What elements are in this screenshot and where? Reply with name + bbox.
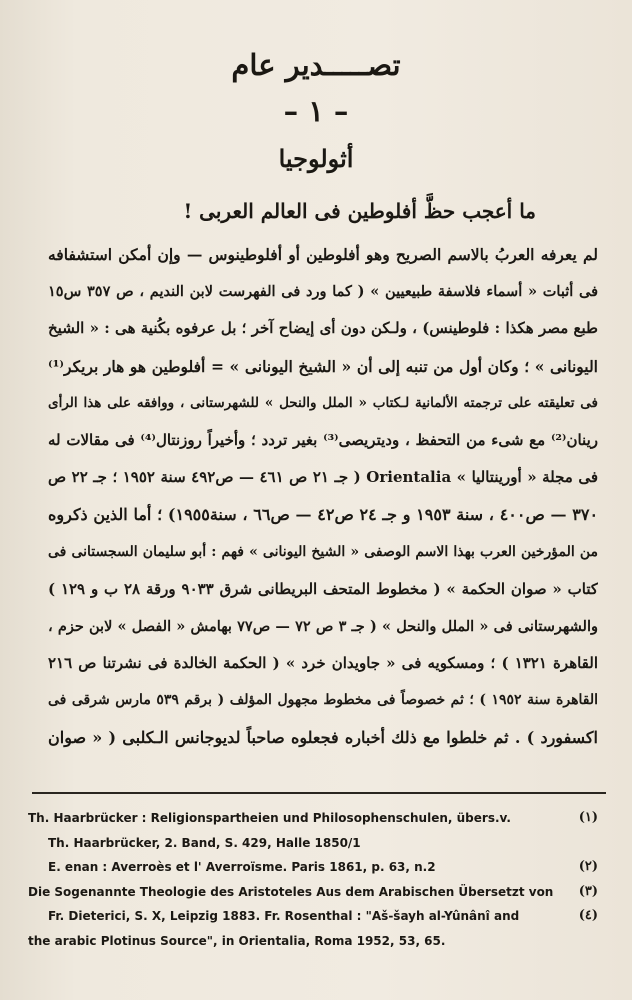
footnote-number: (٤) [578, 908, 598, 924]
footnote-text: Th. Haarbrücker : Religionspartheien und Philosophenschulen, übers.v. [28, 811, 511, 825]
footnote-line [28, 806, 598, 831]
footnote-line [28, 855, 598, 880]
body-line: القاهرة سنة ١٩٥٢ ) ؛ ثم خصوصاً فى مخطوط مجهول المؤلف ( برقم ٥٣٩ مارس شرقى فى [48, 692, 598, 709]
body-line: فى أثبات « أسماء فلاسفة طبيعيين » ( كما ورد فى الفهرست لابن النديم ، ص ٣٥٧ س١٥ [48, 283, 598, 301]
body-line: رينان⁽²⁾ مع شىء من التحفظ ، وديتريصى⁽³⁾ بغير تردد ؛ وأخيراً روزنتال⁽⁴⁾ فى مقالات له [48, 430, 598, 449]
footnote-line [28, 831, 598, 856]
body-line: اليونانى » ؛ وكان أول من تنبه إلى أن « الشيخ اليونانى » = أفلوطين هو هار بريكر⁽¹⁾ [48, 356, 598, 376]
section-subtitle: أثولوجيا [278, 144, 354, 173]
body-line: لم يعرفه العربُ بالاسم الصريح وهو أفلوطين أو أفلوطينوس — وإن أمكن استشفافه [48, 245, 598, 264]
body-line: القاهرة ١٣٢١ ) ؛ ومسكويه فى « جاويدان خرد » ( الحكمة الخالدة فى نشرتنا ص ٢١٦ [48, 654, 598, 673]
footnote-number: (٢) [578, 859, 598, 875]
page-title: تصـــــدير عام [231, 48, 401, 82]
body-line: كتاب « صوان الحكمة » ( مخطوط المتحف البريطانى شرق ٩٠٣٣ ورقة ٢٨ ب و ١٢٩ ) [48, 579, 598, 598]
footnote-line [28, 904, 598, 929]
section-number: – ١ – [283, 94, 349, 128]
footnote-text: the arabic Plotinus Source", in Orientalia, Roma 1952, 53, 65. [28, 933, 446, 948]
intro-line: ما أعجب حظَّ أفلوطين فى العالم العربى ! [183, 199, 536, 223]
body-line: فى تعليقته على ترجمته الألمانية لـكتاب « الملل والنحل » للشهرستانى ، ووافقه على هذا الرأى [48, 394, 598, 411]
footnote-text: Die Sogenannte Theologie des Aristoteles Aus dem Arabischen Übersetzt von [28, 884, 554, 899]
body-line: من المؤرخين العرب بهذا الاسم الوصفى « الشيخ اليونانى » فهم : أبو سليمان السجستانى فى [48, 543, 598, 560]
footnote-number: (١) [578, 810, 598, 825]
footnote-text: Fr. Dieterici, S. X, Leipzig 1883. Fr. Rosenthal : "Aš-šayh al-Yûnânî and [48, 909, 520, 924]
body-line: طبع مصر هكذا : فلوطينس) ، ولـكن دون أى إيضاح آخر ؛ بل عرفوه بكُنية هى : « الشيخ [48, 319, 598, 338]
footnote-number: (٣) [578, 883, 598, 899]
body-line: فى مجلة « أورينتاليا » Orientalia ( جـ ٢١ ص ٤٦١ — ص٤٩٢ سنة ١٩٥٢ ؛ جـ ٢٢ ص [48, 468, 598, 487]
footnote-text: Th. Haarbrücker, 2. Band, S. 429, Halle 1850/1 [48, 835, 361, 850]
body-text [48, 236, 598, 757]
footnote-line [28, 929, 598, 954]
footnotes [28, 806, 598, 954]
footnote-line [28, 880, 598, 905]
body-line: والشهرستانى فى « الملل والنحل » ( جـ ٣ ص ٧٢ — ص٧٧ بهامش « الفصل » لابن حزم ، [48, 617, 598, 635]
footnote-divider [32, 792, 606, 794]
body-line: اكسفورد ) . ثم خلطوا مع ذلك أخباره فجعلوه صاحباً لديوجانس الـكلبى ( « صوان [48, 728, 598, 748]
footnote-text: E. enan : Averroès et l' Averroïsme. Paris 1861, p. 63, n.2 [48, 860, 436, 875]
body-line: ٣٧٠ — ص٤٠٠ ، سنة ١٩٥٣ و جـ ٢٤ ص٤٢ — ص٦٦ ، سنة١٩٥٥) ؛ أما الذين ذكروه [48, 505, 598, 525]
